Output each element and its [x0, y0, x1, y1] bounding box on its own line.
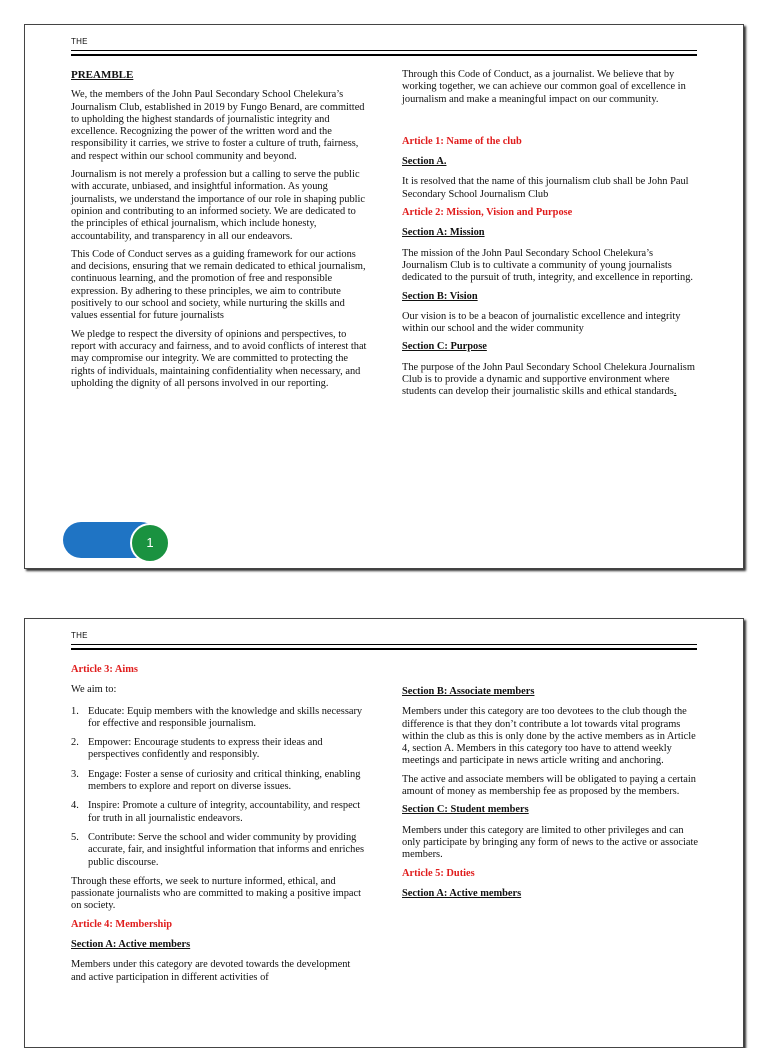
article-1-section-heading: Section A.: [402, 156, 447, 168]
article-1-text: It is resolved that the name of this journalism club shall be John Paul Secondary School Journalism Club: [402, 176, 689, 200]
associate-members-text: Members under this category are too devotees to the club though the difference is that they don’t contribute a lot towards vital programs within the club as this is only done by the active members as in Article 4, section A. Members in this category too have to attend weekly meetings and participate in news article writing and anchoring.: [402, 706, 696, 767]
header-rule: [71, 644, 697, 650]
right-column: [402, 69, 698, 405]
left-column: [71, 664, 367, 990]
duties-active-heading: Section A: Active members: [402, 887, 522, 899]
list-number: 2.: [71, 737, 79, 749]
vision-heading: Section B: Vision: [402, 290, 478, 302]
preamble-paragraph: This Code of Conduct serves as a guiding framework for our actions and decisions, ensuring that we remain dedicated to ethical journalism, continuous learning, and the promotion of free and responsible expression. By adhering to these principles, we aim to contribute positively to our school and society, while nurturing the skills and values essential for future journalists: [71, 248, 366, 322]
active-members-heading: Section A: Active members: [71, 939, 191, 951]
article-5-heading: Article 5: Duties: [402, 867, 475, 879]
student-members-text: Members under this category are limited to other privileges and can only participate by bringing any form of news to the active or associate members.: [402, 824, 699, 861]
article-1-heading: Article 1: Name of the club: [402, 135, 522, 147]
page-header: THE: [71, 37, 88, 46]
list-item: [71, 706, 367, 731]
list-number: 1.: [71, 705, 79, 717]
vision-text: Our vision is to be a beacon of journalistic excellence and integrity within our school and the wider community: [402, 310, 681, 335]
purpose-paragraph: [402, 362, 698, 399]
preamble-paragraph: We pledge to respect the diversity of opinions and perspectives, to report with accuracy and fairness, and to avoid conflicts of interest that may compromise our integrity. We are committed to protecting the rights of individuals, maintaining confidentiality when necessary, and upholding the dignity of all persons involved in our reporting.: [71, 328, 367, 389]
associate-members-heading: Section B: Associate members: [402, 686, 535, 697]
article-4-heading: Article 4: Membership: [71, 918, 172, 930]
preamble-paragraph: Journalism is not merely a profession but a calling to serve the public with accurate, unbiased, and insightful information. As young journalists, we understand the importance of our role in shaping public opinion and contributing to an informed society. We are dedicated to the principles of ethical journalism, which include honesty, accountability, and transparency in all our endeavors.: [71, 169, 366, 242]
list-number: 4.: [71, 800, 79, 812]
article-3-heading: Article 3: Aims: [71, 664, 138, 675]
list-item: [71, 800, 367, 825]
page-number-badge: 1: [130, 523, 170, 563]
list-text: Educate: Equip members with the knowledge and skills necessary for effective and responsible journalism.: [88, 705, 363, 729]
list-text: Inspire: Promote a culture of integrity, accountability, and respect for truth in all journalistic endeavors.: [88, 800, 361, 824]
left-column: [71, 69, 367, 396]
aims-closing: Through these efforts, we seek to nurture informed, ethical, and passionate journalists who are committed to making a positive impact on society.: [71, 875, 362, 912]
document-page-2: [24, 618, 744, 1048]
intro-paragraph: Through this Code of Conduct, as a journalist. We believe that by working together, we can achieve our common goal of excellence in journalism and make a meaningful impact on our community.: [402, 69, 686, 105]
preamble-title: PREAMBLE: [71, 69, 134, 81]
obligation-text: The active and associate members will be obligated to paying a certain amount of money as membership fee as proposed by the members.: [402, 773, 697, 798]
active-members-text: Members under this category are devoted towards the development and active participation in different activities of: [71, 959, 351, 983]
aims-intro: We aim to:: [71, 684, 117, 696]
list-text: Engage: Foster a sense of curiosity and critical thinking, enabling members to explore and report on diverse issues.: [88, 768, 361, 793]
purpose-text: The purpose of the John Paul Secondary School Chelekura Journalism Club is to provide a dynamic and supportive environment where students can develop their journalistic skills and ethical standards: [402, 361, 695, 398]
mission-heading: Section A: Mission: [402, 227, 485, 239]
list-number: 3.: [71, 768, 79, 780]
list-text: Empower: Encourage students to express their ideas and perspectives confidently and responsibly.: [88, 737, 323, 761]
student-members-heading: Section C: Student members: [402, 804, 529, 816]
article-2-heading: Article 2: Mission, Vision and Purpose: [402, 207, 573, 219]
list-item: [71, 737, 367, 762]
purpose-end: .: [673, 386, 677, 398]
list-item: [71, 832, 367, 869]
list-item: [71, 769, 367, 794]
list-text: Contribute: Serve the school and wider community by providing accurate, fair, and insightful information that informs and enriches public discourse.: [88, 831, 364, 868]
purpose-heading: Section C: Purpose: [402, 341, 487, 353]
list-number: 5.: [71, 831, 79, 843]
right-column: [402, 686, 700, 908]
page-header: THE: [71, 631, 88, 640]
aims-list: [71, 706, 367, 869]
mission-text: The mission of the John Paul Secondary School Chelekura’s Journalism Club is to cultivate a community of young journalists dedicated to the pursuit of truth, integrity, and excellence in reporting.: [402, 247, 694, 284]
preamble-paragraph: We, the members of the John Paul Secondary School Chelekura’s Journalism Club, established in 2019 by Fungo Benard, are committed to upholding the highest standards of journalistic integrity and excellence. Recognizing the power of the written word and the responsibility it carries, we strive to foster a culture of truth, fairness, and respect within our school community and beyond.: [71, 89, 365, 162]
header-rule: [71, 50, 697, 56]
document-page-1: [24, 24, 744, 569]
